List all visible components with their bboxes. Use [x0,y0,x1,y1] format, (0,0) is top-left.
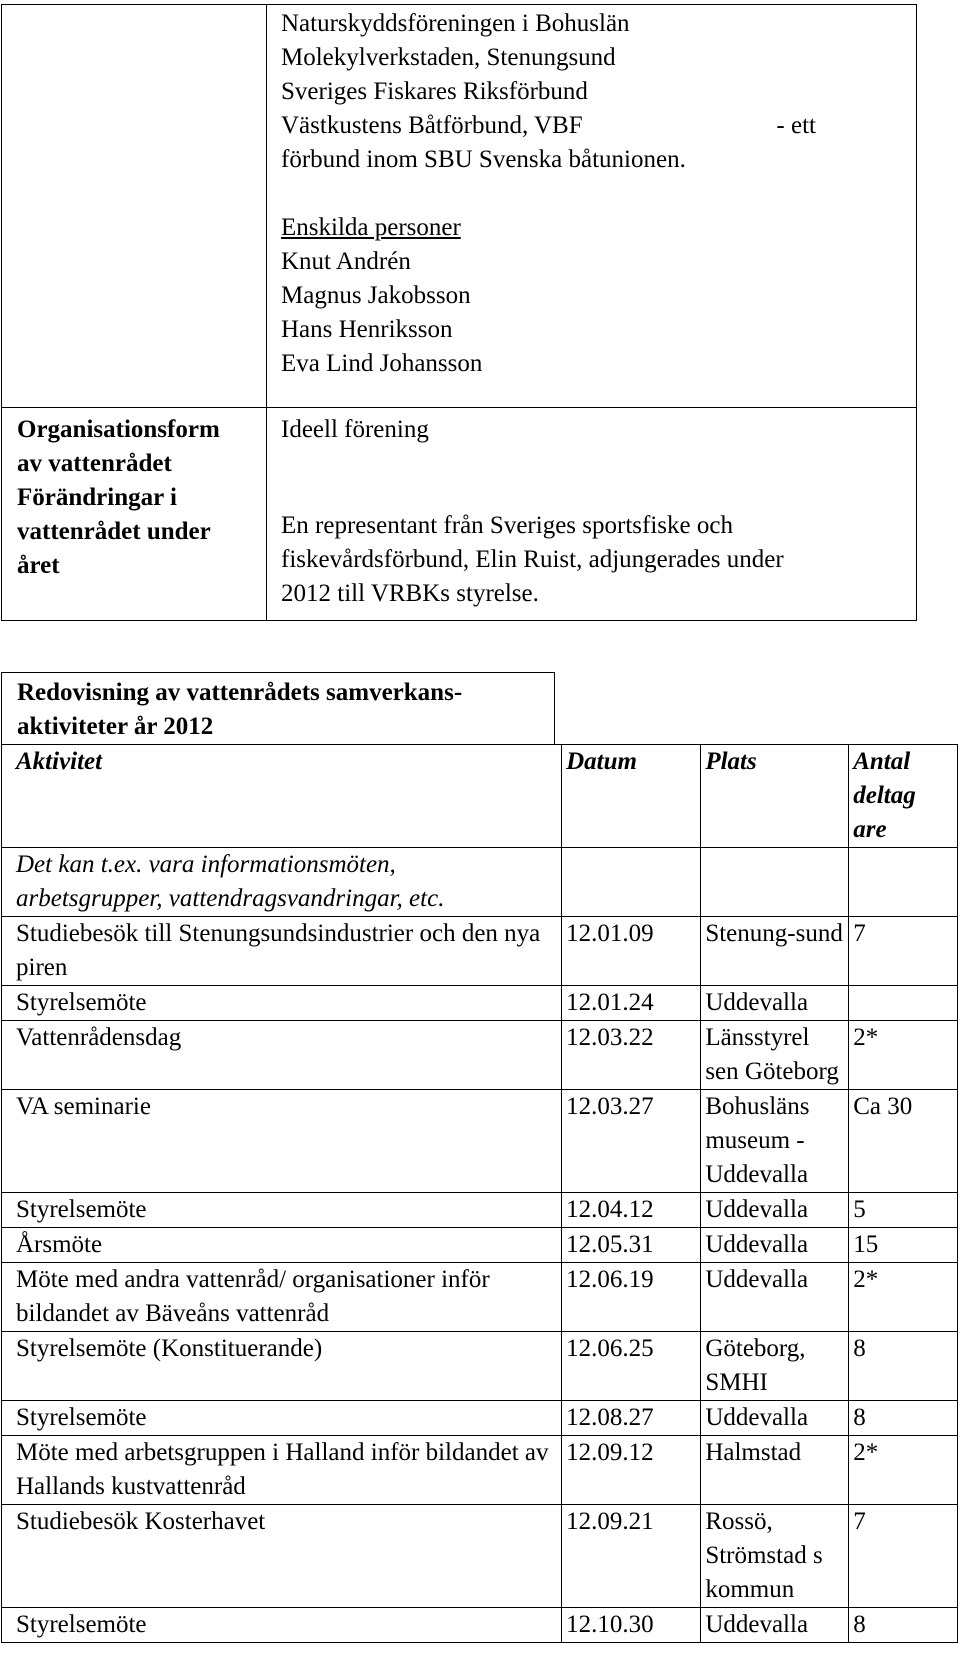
changes-label: Förändringar i [17,484,177,511]
place-cell: Uddevalla [701,1608,849,1643]
count-cell [849,986,958,1021]
org-member: Naturskyddsföreningen i Bohuslän [281,10,630,37]
count-cell: 8 [849,1332,958,1401]
date-cell: 12.03.27 [562,1090,701,1193]
place-cell: Uddevalla [701,1228,849,1263]
activity-cell: VA seminarie [2,1090,562,1193]
activity-row [2,1193,958,1228]
activities-title [1,672,555,744]
place-cell: Bohusläns museum - Uddevalla [701,1090,849,1193]
activity-row [2,1505,958,1608]
place-cell: Uddevalla [701,986,849,1021]
date-cell: 12.05.31 [562,1228,701,1263]
count-cell: 5 [849,1193,958,1228]
note-empty-cell [562,848,701,917]
place-cell: Rossö, Strömstad s kommun [701,1505,849,1608]
header-date: Datum [562,745,701,848]
activities-title-line: Redovisning av vattenrådets samverkans- [17,679,463,706]
date-cell: 12.01.09 [562,917,701,986]
header-place: Plats [701,745,849,848]
activities-table [1,744,958,1643]
place-cell: Stenung-sund [701,917,849,986]
person-member: Magnus Jakobsson [281,282,471,309]
org-member: Sveriges Fiskares Riksförbund [281,78,588,105]
changes-value: En representant från Sveriges sportsfiske och [281,512,733,539]
org-member: Molekylverkstaden, Stenungsund [281,44,616,71]
activity-cell: Årsmöte [2,1228,562,1263]
date-cell: 12.06.25 [562,1332,701,1401]
org-member: Västkustens Båtförbund, VBF [281,112,583,139]
person-member: Hans Henriksson [281,316,453,343]
place-cell: Göteborg, SMHI [701,1332,849,1401]
activities-note-row [2,848,958,917]
activity-cell: Vattenrådensdag [2,1021,562,1090]
member-list-cell [267,5,917,408]
activity-cell: Styrelsemöte (Konstituerande) [2,1332,562,1401]
date-cell: 12.09.12 [562,1436,701,1505]
persons-heading: Enskilda personer [281,214,461,241]
header-count-line: are [853,816,887,843]
org-form-label-cell [2,408,267,621]
note-line: arbetsgrupper, vattendragsvandringar, etc. [16,885,445,912]
changes-label: vattenrådet under [17,518,211,545]
activity-rows [2,917,958,1643]
activity-row [2,1228,958,1263]
org-form-label: Organisationsform [17,416,220,443]
count-cell: 2* [849,1021,958,1090]
date-cell: 12.01.24 [562,986,701,1021]
note-line: Det kan t.ex. vara informationsmöten, [16,851,396,878]
activity-cell: Möte med arbetsgruppen i Halland inför bildandet av Hallands kustvattenråd [2,1436,562,1505]
place-cell: Uddevalla [701,1263,849,1332]
member-label-cell [2,5,267,408]
date-cell: 12.08.27 [562,1401,701,1436]
date-cell: 12.04.12 [562,1193,701,1228]
activity-row [2,986,958,1021]
date-cell: 12.03.22 [562,1021,701,1090]
org-member-note: - ett [776,112,816,139]
activity-cell: Studiebesök till Stenungsundsindustrier och den nya piren [2,917,562,986]
count-cell: Ca 30 [849,1090,958,1193]
place-cell: Halmstad [701,1436,849,1505]
count-cell: 15 [849,1228,958,1263]
activity-row [2,1263,958,1332]
header-count-line: Antal [853,748,911,775]
header-count [849,745,958,848]
count-cell: 2* [849,1436,958,1505]
place-cell: Uddevalla [701,1193,849,1228]
activity-cell: Studiebesök Kosterhavet [2,1505,562,1608]
date-cell: 12.10.30 [562,1608,701,1643]
activity-cell: Styrelsemöte [2,986,562,1021]
activity-row [2,1021,958,1090]
activity-cell: Styrelsemöte [2,1401,562,1436]
place-cell: Länsstyrel sen Göteborg [701,1021,849,1090]
activity-row [2,1436,958,1505]
count-cell: 7 [849,1505,958,1608]
count-cell: 7 [849,917,958,986]
count-cell: 2* [849,1263,958,1332]
activity-cell: Styrelsemöte [2,1193,562,1228]
activities-note [2,848,562,917]
activities-title-line: aktiviteter år 2012 [17,713,214,740]
changes-value: 2012 till VRBKs styrelse. [281,580,539,607]
person-member: Eva Lind Johansson [281,350,483,377]
activity-row [2,1332,958,1401]
changes-label: året [17,552,60,579]
org-form-label: av vattenrådet [17,450,172,477]
activity-row [2,1608,958,1643]
header-count-line: deltag [853,782,916,809]
activity-cell: Möte med andra vattenråd/ organisationer inför bildandet av Bäveåns vattenråd [2,1263,562,1332]
count-cell: 8 [849,1608,958,1643]
org-member-note: förbund inom SBU Svenska båtunionen. [281,146,686,173]
org-form-value-cell [267,408,917,621]
org-form-value: Ideell förening [281,416,429,443]
activity-cell: Styrelsemöte [2,1608,562,1643]
activity-row [2,917,958,986]
member-table [1,4,917,621]
note-empty-cell [701,848,849,917]
activity-row [2,1401,958,1436]
changes-value: fiskevårdsförbund, Elin Ruist, adjungerades under [281,546,784,573]
activities-header-row [2,745,958,848]
person-member: Knut Andrén [281,248,411,275]
header-activity: Aktivitet [2,745,562,848]
place-cell: Uddevalla [701,1401,849,1436]
date-cell: 12.06.19 [562,1263,701,1332]
date-cell: 12.09.21 [562,1505,701,1608]
note-empty-cell [849,848,958,917]
count-cell: 8 [849,1401,958,1436]
activity-row [2,1090,958,1193]
